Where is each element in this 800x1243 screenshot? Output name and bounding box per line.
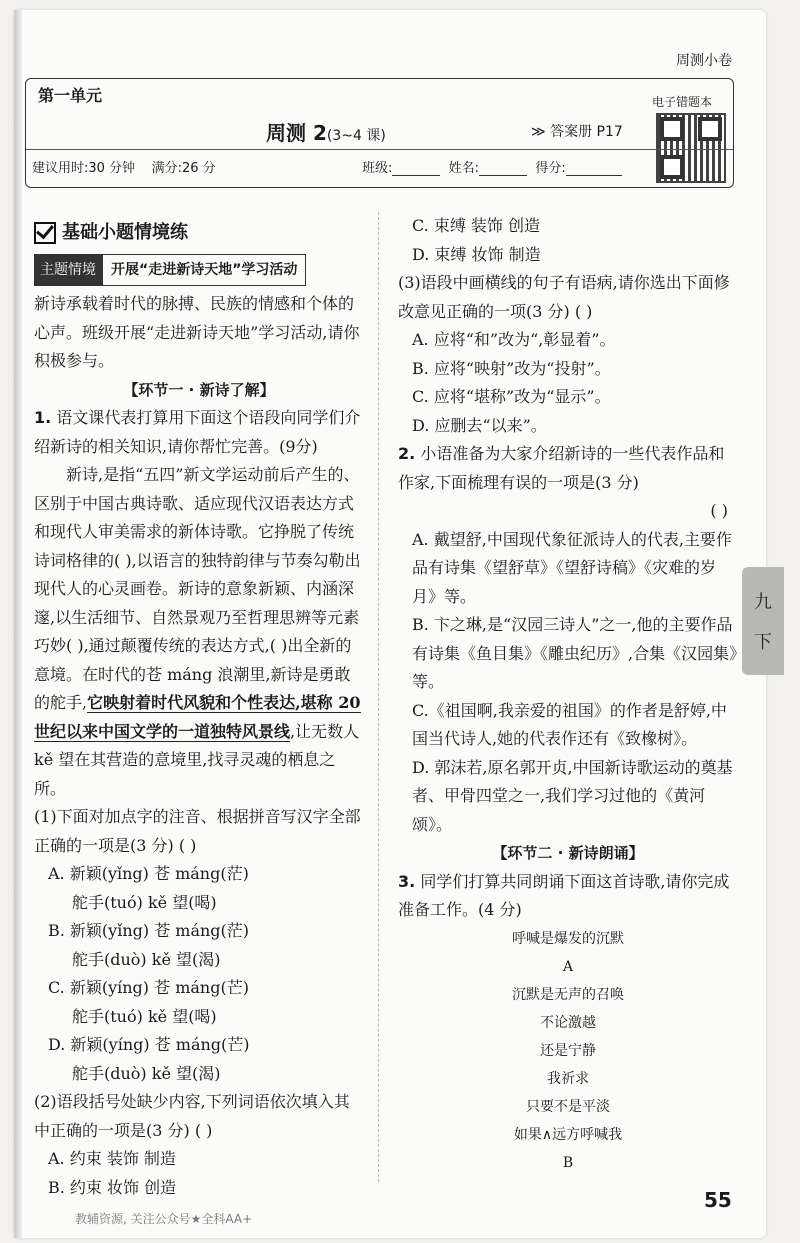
poem-marker: A	[562, 958, 574, 975]
time-info	[32, 157, 216, 176]
name-label: 姓名:	[448, 161, 480, 176]
left-column	[34, 219, 364, 1202]
poem-line: 还是宁静	[540, 1042, 596, 1059]
poem-line: 不论激越	[540, 1014, 596, 1031]
q1-text: 语文课代表打算用下面这个语段向同学们介绍新诗的相关知识,请你帮忙完善。(9分)	[34, 408, 361, 456]
score-label: 得分:	[535, 161, 566, 176]
option-b[interactable]: B. 约束 妆饰 创造	[48, 1177, 177, 1197]
link1-heading: 【环节一 · 新诗了解】	[123, 380, 275, 399]
link2-heading: 【环节二 · 新诗朗诵】	[492, 844, 644, 862]
q2-text: 小语准备为大家介绍新诗的一些代表作品和作家,下面梳理有误的一项是(3 分)	[398, 444, 725, 492]
option-d[interactable]: D. 郭沫若,原名郭开贞,中国新诗歌运动的奠基者、甲骨四堂之一,我们学习过他的《黄河颂》。	[412, 757, 733, 834]
q3-number: 3.	[398, 871, 416, 891]
answer-paren[interactable]: ( )	[710, 501, 728, 520]
right-column	[398, 212, 738, 1177]
qr-code-icon[interactable]	[656, 113, 726, 183]
title-range: (3~4 课)	[326, 128, 386, 144]
answer-reference: ≫ 答案册 P17	[531, 124, 623, 140]
option-a[interactable]: A. 应将“和”改为“,彰显着”。	[412, 330, 616, 349]
name-field[interactable]	[479, 163, 527, 176]
intro-text: 新诗承载着时代的脉搏、民族的情感和个体的心声。班级开展“走进新诗天地”学习活动,请你积极参与。	[34, 294, 360, 370]
passage-text: 新诗,是指“五四”新文学运动前后产生的、区别于中国古典诗歌、适应现代汉语表达方式和现代人审美需求的新体诗歌。它挣脱了传统诗词格律的( ),以语言的独特韵律与节奏勾勒出现代人的心灵画卷。新诗的意象新颖、内涵深邃,以生活细节、自然景观乃至哲理思辨等元素巧妙( ),通过颠覆传统的表达方式,( )出全新的意境。在时代的苍 máng 浪潮里,新诗是勇敢的舵手,	[34, 465, 361, 712]
unit-label: 第一单元	[38, 86, 103, 105]
question-3	[398, 868, 738, 925]
class-field[interactable]	[392, 163, 440, 176]
question-1-3: (3)语段中画横线的句子有语病,请你选出下面修改意见正确的一项(3 分) ( )	[398, 273, 730, 321]
weekly-test-tag: 周测小卷	[676, 53, 732, 69]
underlined-sentence: 它映射着时代风貌和个性表达,堪称 20 世纪以来中国文学的一道独特风景线	[34, 693, 361, 741]
poem-line: 沉默是无声的召唤	[512, 986, 624, 1003]
qr-eye	[698, 117, 722, 141]
checkbox-icon	[34, 222, 56, 244]
theme-banner	[34, 254, 364, 287]
question-2	[398, 440, 738, 497]
option-b1[interactable]: B. 新颖(yǐng) 苍 máng(茫)	[48, 921, 250, 940]
passage-end: ,让无数人 kě 望在其营造的意境里,找寻灵魂的栖息之所。	[34, 721, 360, 798]
question-1-1: (1)下面对加点字的注音、根据拼音写汉字全部正确的一项是(3 分) ( )	[34, 807, 361, 855]
side-tab-grade: 九	[754, 592, 772, 613]
error-book-label: 电子错题本	[652, 95, 713, 109]
q1-number: 1.	[34, 408, 52, 427]
grade-side-tab	[742, 567, 784, 675]
question-1-2: (2)语段括号处缺少内容,下列词语依次填入其中正确的一项是(3 分) ( )	[34, 1092, 350, 1140]
option-a2: 舵手(tuó) kě 望(喝)	[72, 892, 217, 912]
option-c[interactable]: C.《祖国啊,我亲爱的祖国》的作者是舒婷,中国当代诗人,她的代表作还有《致橡树》。	[412, 700, 727, 748]
theme-tag: 主题情境	[34, 254, 102, 287]
option-c[interactable]: C. 应将“堪称”改为“显示”。	[412, 387, 611, 406]
qr-eye	[660, 117, 684, 141]
q2-number: 2.	[398, 444, 416, 463]
theme-activity: 开展“走进新诗天地”学习活动	[102, 254, 306, 287]
option-c2: 舵手(tuó) kě 望(喝)	[72, 1006, 217, 1026]
poem-marker: B	[562, 1154, 574, 1171]
column-divider	[378, 212, 379, 1182]
full-score: 满分:26 分	[151, 161, 216, 176]
side-tab-term: 下	[754, 632, 772, 653]
header-divider	[26, 149, 733, 150]
qr-eye	[660, 155, 684, 179]
suggested-time: 建议用时:30 分钟	[32, 161, 136, 176]
option-c1[interactable]: C. 新颖(yíng) 苍 máng(芒)	[48, 978, 249, 997]
test-header	[25, 78, 734, 188]
option-b[interactable]: B. 卞之琳,是“汉园三诗人”之一,他的主要作品有诗集《鱼目集》《雕虫纪历》,合集《汉园集》等。	[412, 615, 738, 691]
section-heading	[34, 219, 364, 248]
poem-line: 如果∧远方呼喊我	[513, 1126, 623, 1143]
class-label: 班级:	[362, 161, 393, 176]
title-main: 周测 2	[266, 121, 327, 145]
option-a1[interactable]: A. 新颖(yǐng) 苍 máng(茫)	[48, 864, 249, 883]
option-d1[interactable]: D. 新颖(yíng) 苍 máng(芒)	[48, 1035, 250, 1054]
section-title: 基础小题情境练	[62, 222, 188, 243]
option-a[interactable]: A. 戴望舒,中国现代象征派诗人的代表,主要作品有诗集《望舒草》《望舒诗稿》《灾难的岁月》等。	[412, 529, 732, 606]
question-1	[34, 404, 364, 461]
poem	[398, 925, 738, 1177]
passage	[34, 461, 364, 803]
option-b2: 舵手(duò) kě 望(渴)	[72, 949, 221, 969]
poem-line: 只要不是平淡	[526, 1098, 610, 1115]
student-info	[362, 157, 622, 176]
binding-edge	[14, 10, 22, 1238]
q3-text: 同学们打算共同朗诵下面这首诗歌,请你完成准备工作。(4 分)	[398, 871, 730, 919]
option-d[interactable]: D. 束缚 妆饰 制造	[412, 244, 541, 264]
option-b[interactable]: B. 应将“映射”改为“投射”。	[412, 358, 611, 378]
score-field[interactable]	[566, 163, 622, 176]
option-d[interactable]: D. 应删去“以来”。	[412, 415, 547, 435]
footer-note: 教辅资源, 关注公众号★全科AA+	[75, 1212, 253, 1226]
page-number: 55	[704, 1188, 732, 1212]
poem-line: 我祈求	[547, 1070, 589, 1087]
option-d2: 舵手(duò) kě 望(渴)	[72, 1063, 221, 1083]
option-a[interactable]: A. 约束 装饰 制造	[48, 1149, 176, 1168]
poem-line: 呼喊是爆发的沉默	[512, 930, 624, 947]
page-title	[266, 117, 386, 146]
option-c[interactable]: C. 束缚 装饰 创造	[412, 216, 541, 235]
